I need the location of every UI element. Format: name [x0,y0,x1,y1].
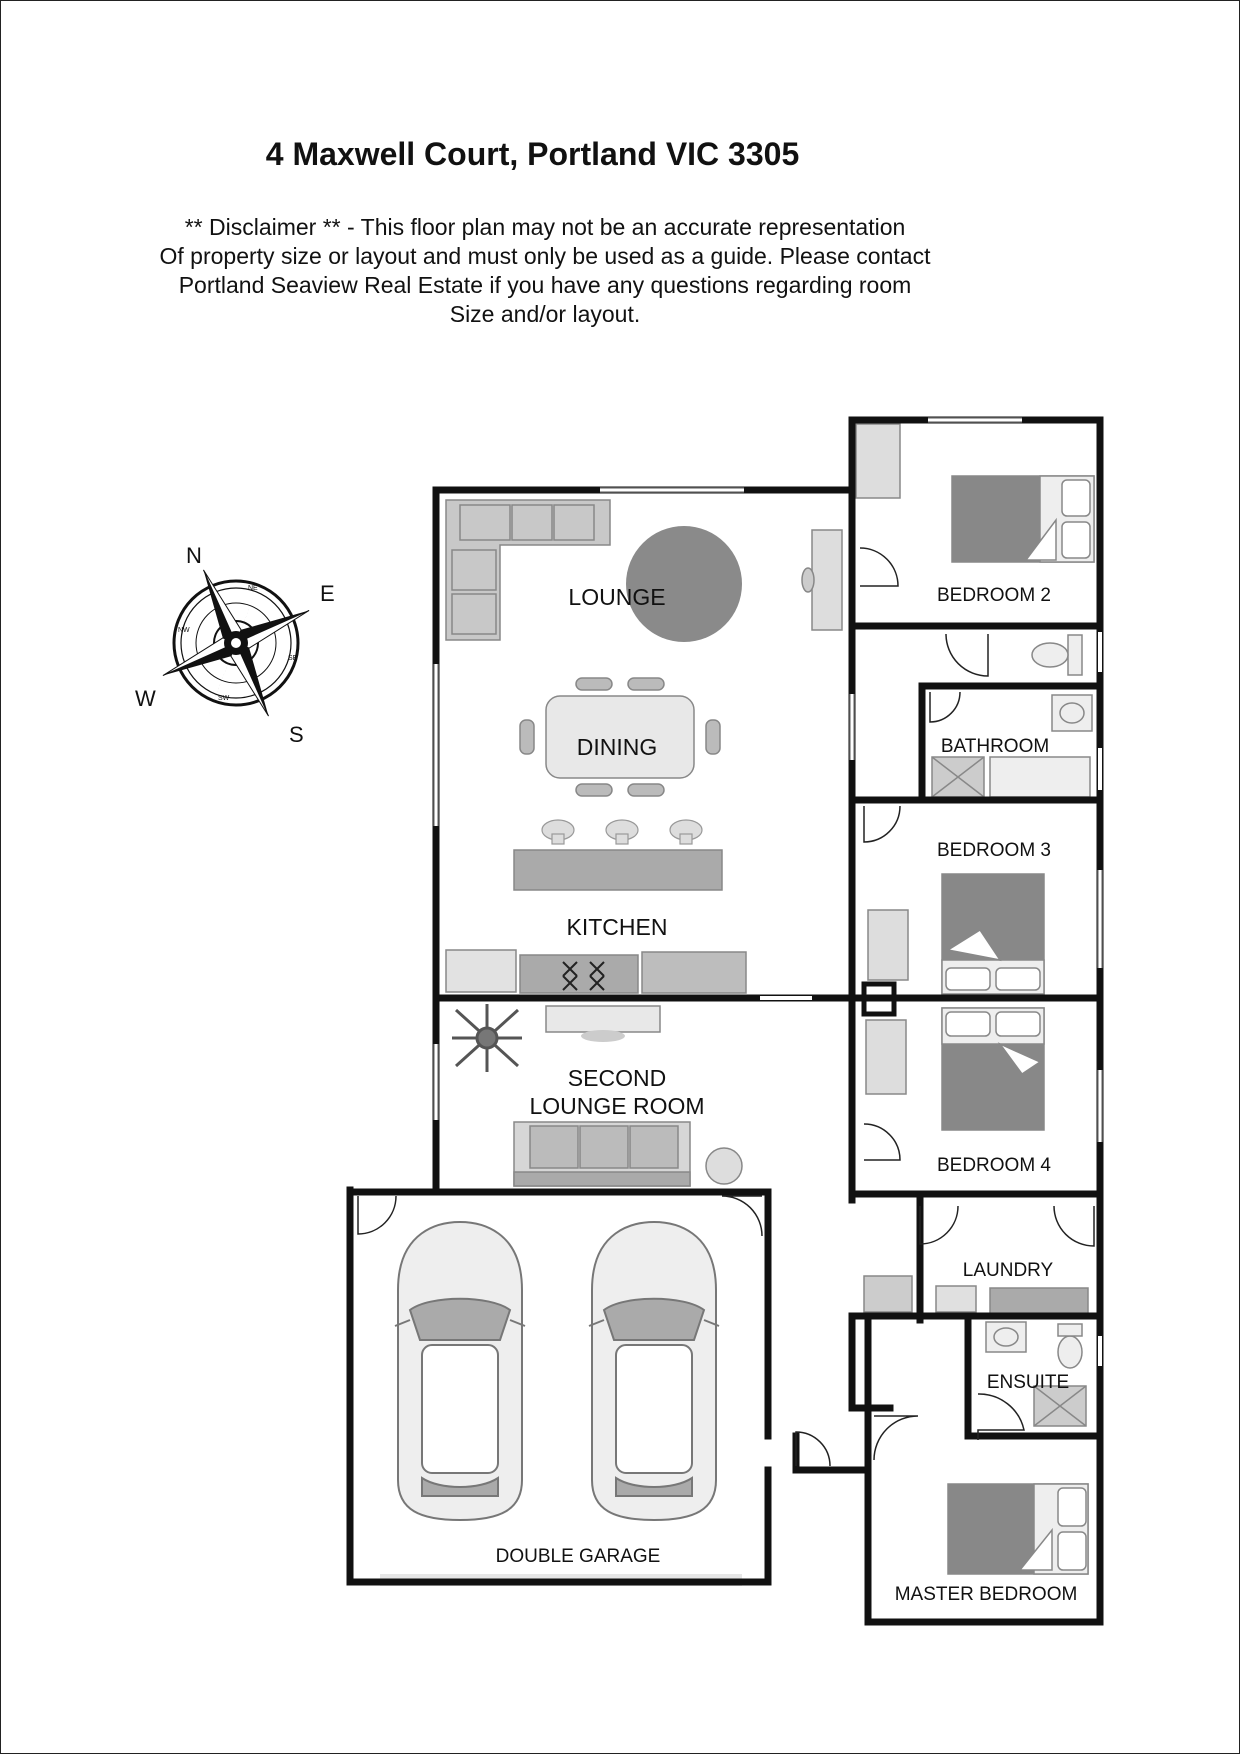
room-label-double-garage: DOUBLE GARAGE [495,1546,661,1567]
room-label-ensuite: ENSUITE [986,1372,1070,1393]
wardrobe-icon [856,424,900,498]
laundry-fixtures-icon [864,1276,1088,1314]
bed-icon [952,476,1094,562]
wardrobe-icon [868,910,908,980]
corner-sofa-icon [446,500,610,640]
disclaimer-line: Of property size or layout and must only be used as a guide. Please contact [159,243,931,269]
room-label-bedroom-2: BEDROOM 2 [936,585,1052,606]
room-label-bathroom: BATHROOM [940,736,1050,757]
compass-se-label: SE [288,655,298,662]
room-label-second-lounge-line2: LOUNGE ROOM [529,1093,705,1119]
compass-n-label: N [186,543,202,568]
toilet-icon [1032,635,1082,675]
compass-e-label: E [320,581,335,606]
pot-plant-icon [452,1004,522,1072]
compass-rose-icon [130,537,341,748]
round-ottoman-icon [706,1148,742,1184]
room-label-master-bedroom: MASTER BEDROOM [894,1584,1078,1605]
disclaimer-line: Portland Seaview Real Estate if you have any questions regarding room [178,272,912,298]
compass-w-label: W [135,686,156,711]
room-label-bedroom-3: BEDROOM 3 [936,840,1052,861]
car-icon [589,1222,719,1520]
kitchen-bench-icon [446,950,746,993]
property-address-title: 4 Maxwell Court, Portland VIC 3305 [265,136,800,172]
sofa-icon [514,1122,690,1186]
disclaimer-line: Size and/or layout. [449,301,641,327]
tv-unit-icon [802,530,842,630]
bed-icon [948,1484,1088,1574]
bed-icon [942,1008,1044,1130]
room-label-kitchen: KITCHEN [566,914,668,940]
compass-nw-label: NW [178,627,190,634]
room-label-dining: DINING [576,734,658,760]
kitchen-island-icon [514,820,722,890]
compass-ne-label: NE [248,585,258,592]
compass-sw-label: SW [218,695,230,702]
room-label-bedroom-4: BEDROOM 4 [936,1155,1052,1176]
side-table-icon [546,1006,660,1042]
car-icon [395,1222,525,1520]
compass-s-label: S [289,722,304,747]
room-label-lounge: LOUNGE [568,584,666,610]
disclaimer-line: ** Disclaimer ** - This floor plan may not be an accurate representation [184,214,906,240]
room-label-laundry: LAUNDRY [962,1260,1054,1281]
bed-icon [942,874,1044,994]
room-label-second-lounge-line1: SECOND [567,1065,667,1091]
wardrobe-icon [866,1020,906,1094]
